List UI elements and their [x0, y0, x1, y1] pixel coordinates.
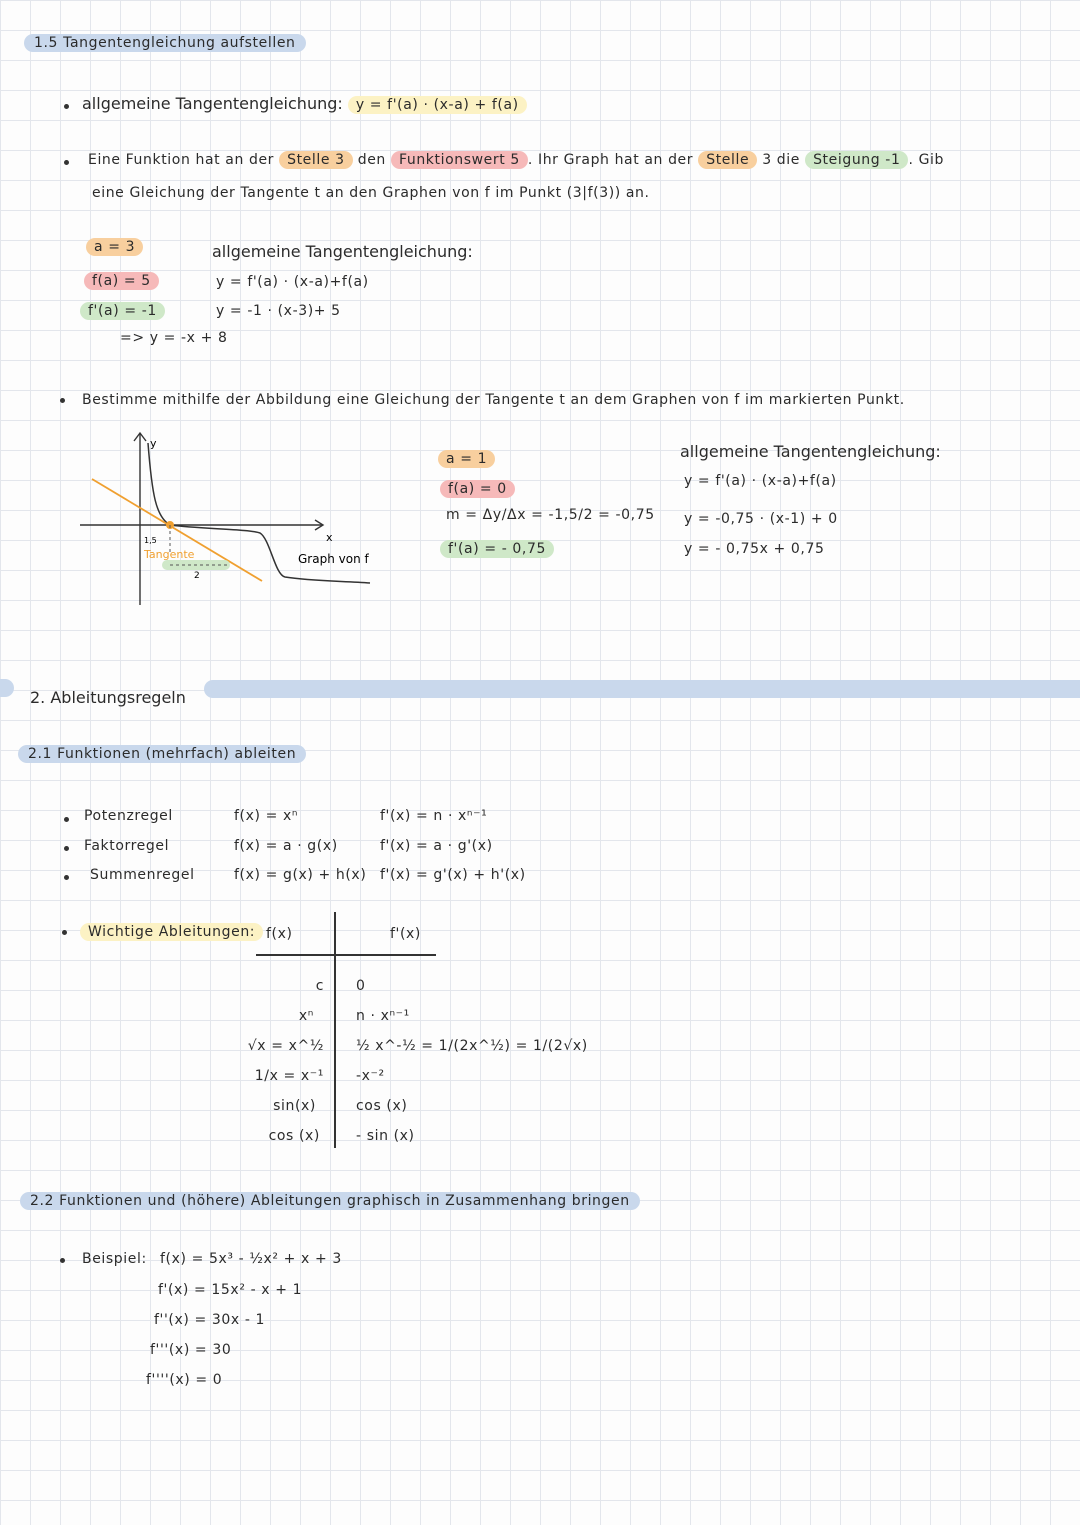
section-1-5-title: 1.5 Tangentengleichung aufstellen — [24, 34, 306, 52]
table-f-cell: sin(x) — [273, 1098, 316, 1114]
section-2-1-title: 2.1 Funktionen (mehrfach) ableiten — [18, 745, 306, 763]
ex2-fpa-value: f'(a) = - 0,75 — [440, 540, 554, 558]
x-label: x — [326, 531, 333, 544]
table-header-f: f(x) — [266, 926, 293, 942]
ex2-general-formula: y = f'(a) · (x-a)+f(a) — [684, 473, 837, 489]
table-f-cell: cos (x) — [268, 1128, 320, 1144]
ex2-a-value: a = 1 — [438, 450, 495, 468]
bullet — [64, 817, 69, 822]
beispiel-line: f''''(x) = 0 — [146, 1372, 223, 1388]
section-bar-right — [204, 680, 1080, 698]
delta-y-label: 1,5 — [144, 536, 157, 545]
wichtige-ableitungen-label: Wichtige Ableitungen: — [80, 923, 263, 941]
ex2-slope: m = Δy/Δx = -1,5/2 = -0,75 — [446, 507, 655, 523]
table-f-cell: c — [315, 978, 324, 994]
table-fp-cell: n · xⁿ⁻¹ — [356, 1008, 410, 1024]
beispiel-line: f'''(x) = 30 — [150, 1342, 232, 1358]
text: Eine Funktion hat an der — [88, 152, 275, 168]
section-bar-left — [0, 679, 14, 697]
bullet — [62, 930, 67, 935]
tangent-graph — [70, 425, 400, 615]
funktionswert-highlight: Funktionswert 5 — [391, 151, 528, 169]
rule-name: Potenzregel — [84, 808, 173, 824]
ex2-fa-value: f(a) = 0 — [440, 480, 515, 498]
rule-f: f(x) = a · g(x) — [234, 838, 338, 854]
table-vertical-line — [334, 912, 336, 1148]
rule-fp: f'(x) = g'(x) + h'(x) — [380, 867, 526, 883]
rule-name: Faktorregel — [84, 838, 170, 854]
tangente-label: Tangente — [144, 548, 195, 561]
table-f-cell: xⁿ — [298, 1008, 314, 1024]
ex1-fpa-value: f'(a) = -1 — [80, 302, 165, 320]
text: . Ihr Graph hat an der — [527, 152, 694, 168]
ex2-general-heading: allgemeine Tangentengleichung: — [680, 442, 941, 461]
bullet — [60, 398, 65, 403]
stelle-highlight: Stelle 3 — [279, 151, 353, 169]
ex1-result: => y = -x + 8 — [120, 330, 228, 346]
table-fp-cell: - sin (x) — [356, 1128, 415, 1144]
ex2-substitution: y = -0,75 · (x-1) + 0 — [684, 511, 838, 527]
table-f-cell: √x = x^½ — [247, 1038, 324, 1054]
bullet — [60, 1258, 65, 1263]
table-header-fp: f'(x) — [390, 926, 421, 942]
table-fp-cell: ½ x^-½ = 1/(2x^½) = 1/(2√x) — [356, 1038, 588, 1054]
rule-f: f(x) = xⁿ — [234, 808, 299, 824]
y-label: y — [150, 437, 157, 450]
example1-line1 — [88, 152, 944, 168]
ex1-a-value: a = 3 — [86, 238, 143, 256]
table-fp-cell: 0 — [356, 978, 366, 994]
beispiel-line: f''(x) = 30x - 1 — [154, 1312, 266, 1328]
ex1-general-heading: allgemeine Tangentengleichung: — [212, 242, 473, 261]
bullet — [64, 875, 69, 880]
beispiel-line: f'(x) = 15x² - x + 1 — [158, 1282, 303, 1298]
label-text: allgemeine Tangentengleichung: — [82, 94, 343, 113]
bullet — [64, 160, 69, 165]
graph-f-label: Graph von f — [298, 552, 369, 566]
table-fp-cell: -x⁻² — [356, 1068, 385, 1084]
rule-f: f(x) = g(x) + h(x) — [234, 867, 367, 883]
rule-fp: f'(x) = a · g'(x) — [380, 838, 493, 854]
table-horizontal-line — [256, 954, 436, 956]
example1-line2: eine Gleichung der Tangente t an den Graphen von f im Punkt (3|f(3)) an. — [92, 185, 650, 201]
general-formula: y = f'(a) · (x-a) + f(a) — [348, 96, 527, 114]
ex2-result: y = - 0,75x + 0,75 — [684, 541, 825, 557]
example2-text: Bestimme mithilfe der Abbildung eine Gleichung der Tangente t an dem Graphen von f im markierten Punkt. — [82, 392, 905, 408]
ex1-substitution: y = -1 · (x-3)+ 5 — [216, 303, 341, 319]
steigung-highlight: Steigung -1 — [805, 151, 908, 169]
rule-fp: f'(x) = n · xⁿ⁻¹ — [380, 808, 488, 824]
ex1-fa-value: f(a) = 5 — [84, 272, 159, 290]
stelle2-highlight: Stelle — [698, 151, 757, 169]
rule-name: Summenregel — [90, 867, 195, 883]
delta-x-label: 2 — [194, 571, 200, 581]
table-f-cell: 1/x = x⁻¹ — [254, 1068, 324, 1084]
text: 3 die — [762, 152, 800, 168]
general-tangent-label — [82, 94, 527, 113]
beispiel-label: Beispiel: — [82, 1251, 147, 1267]
bullet — [64, 104, 69, 109]
ex1-general-formula: y = f'(a) · (x-a)+f(a) — [216, 274, 369, 290]
text: den — [357, 152, 386, 168]
bullet — [64, 846, 69, 851]
text: . Gib — [908, 152, 945, 168]
beispiel-line: f(x) = 5x³ - ½x² + x + 3 — [160, 1251, 342, 1267]
section-2-2-title: 2.2 Funktionen und (höhere) Ableitungen graphisch in Zusammenhang bringen — [20, 1192, 640, 1210]
section-2-title: 2. Ableitungsregeln — [30, 688, 186, 707]
table-fp-cell: cos (x) — [356, 1098, 408, 1114]
